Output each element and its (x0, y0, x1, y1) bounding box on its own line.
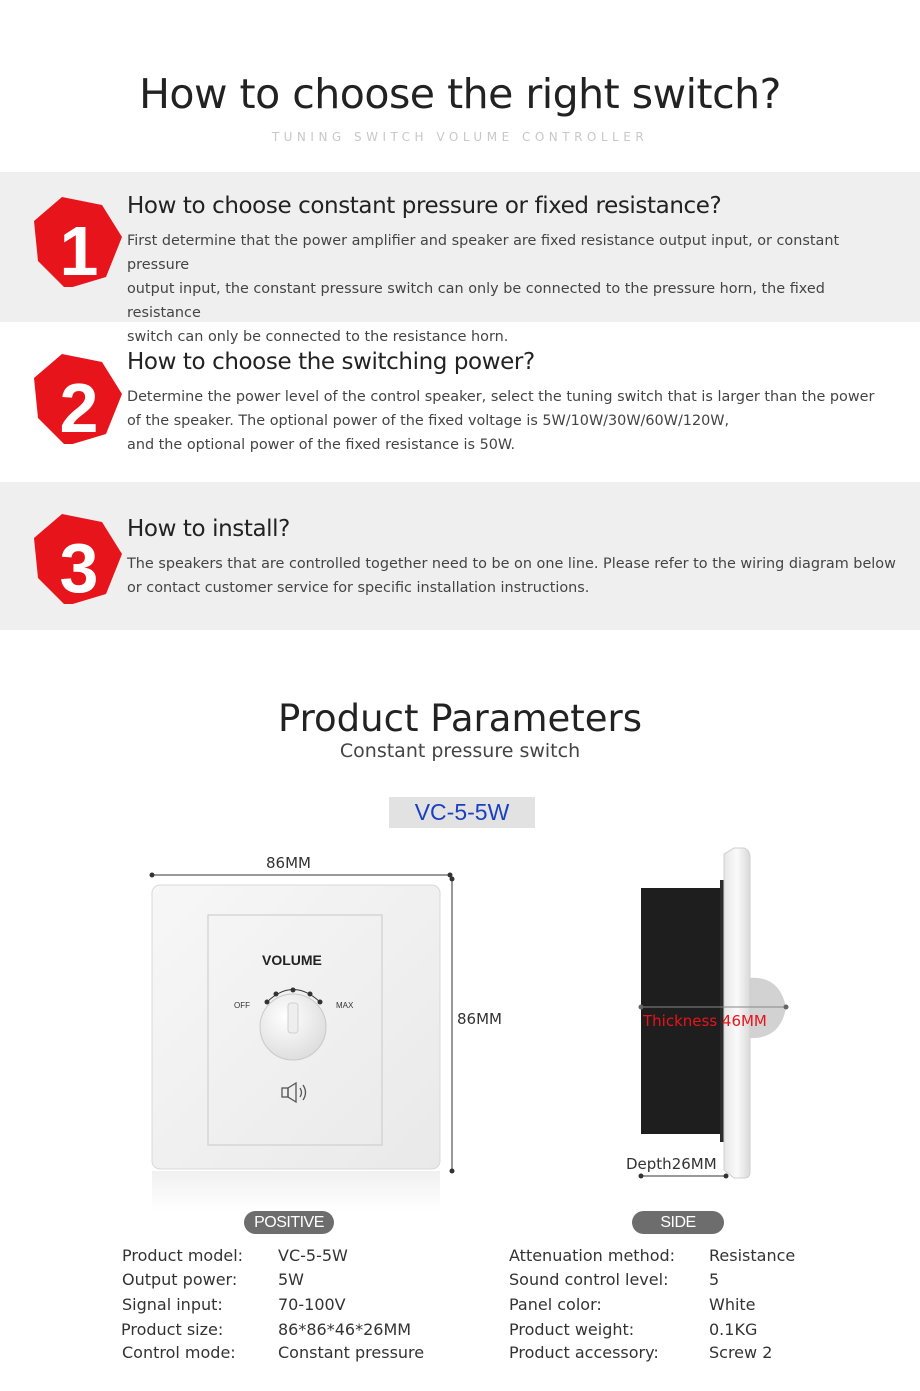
front-height-label: 86MM (457, 1010, 502, 1028)
front-width-label: 86MM (266, 854, 311, 872)
step-3-number: 3 (59, 529, 99, 604)
step-3-title: How to install? (127, 516, 290, 542)
step-1-title: How to choose constant pressure or fixed resistance? (127, 193, 722, 219)
params-subtitle: Constant pressure switch (339, 740, 581, 762)
specs-right-table: Attenuation method: Resistance Sound control level: 5 Panel color: White Product weight: 0.1KG Product accessory: Screw 2 (509, 1246, 796, 1362)
front-view-illustration (140, 865, 470, 1225)
side-caption: SIDE (632, 1211, 724, 1234)
step-1-line: output input, the constant pressure switch can only be connected to the pressure horn, the fixed resistance (127, 281, 825, 321)
step-2-line: of the speaker. The optional power of the fixed voltage is 5W/10W/30W/60W/120W, (127, 413, 730, 429)
dial-max-label: MAX (336, 1001, 354, 1010)
step-1-line: First determine that the power amplifier and speaker are fixed resistance output input, or constant pressure (127, 233, 840, 273)
page-subtitle: TUNING SWITCH VOLUME CONTROLLER (271, 130, 649, 144)
step-1-text (127, 229, 902, 349)
step-3-badge (32, 512, 124, 604)
step-3-line: or contact customer service for specific installation instructions. (127, 580, 590, 596)
specs-left-table: Product model: VC-5-5W Output power: 5W Signal input: 70-100V Product size: 86*86*46*26MM Control mode: Constant pressure (121, 1246, 425, 1362)
params-title: Product Parameters (277, 697, 643, 740)
step-2-number: 2 (59, 369, 99, 444)
step-1-number: 1 (59, 212, 99, 287)
volume-panel-label: VOLUME (262, 952, 322, 968)
step-1-line: switch can only be connected to the resistance horn. (127, 329, 509, 345)
step-2-badge (32, 352, 124, 444)
side-depth-label: Depth26MM (626, 1155, 717, 1173)
step-1-badge (32, 195, 124, 287)
step-2-text (127, 385, 902, 457)
step-3-line: The speakers that are controlled together need to be on one line. Please refer to the wiring diagram below (127, 556, 896, 572)
step-2-line: and the optional power of the fixed resistance is 50W. (127, 437, 516, 453)
step-3-text (127, 552, 902, 600)
model-badge: VC-5-5W (389, 797, 535, 828)
positive-caption: POSITIVE (244, 1211, 334, 1234)
dial-off-label: OFF (234, 1001, 250, 1010)
side-thickness-label: Thickness 46MM (643, 1012, 767, 1030)
page-title: How to choose the right switch? (139, 70, 781, 118)
step-2-title: How to choose the switching power? (127, 349, 535, 375)
step-2-line: Determine the power level of the control speaker, select the tuning switch that is larger than the power (127, 389, 875, 405)
